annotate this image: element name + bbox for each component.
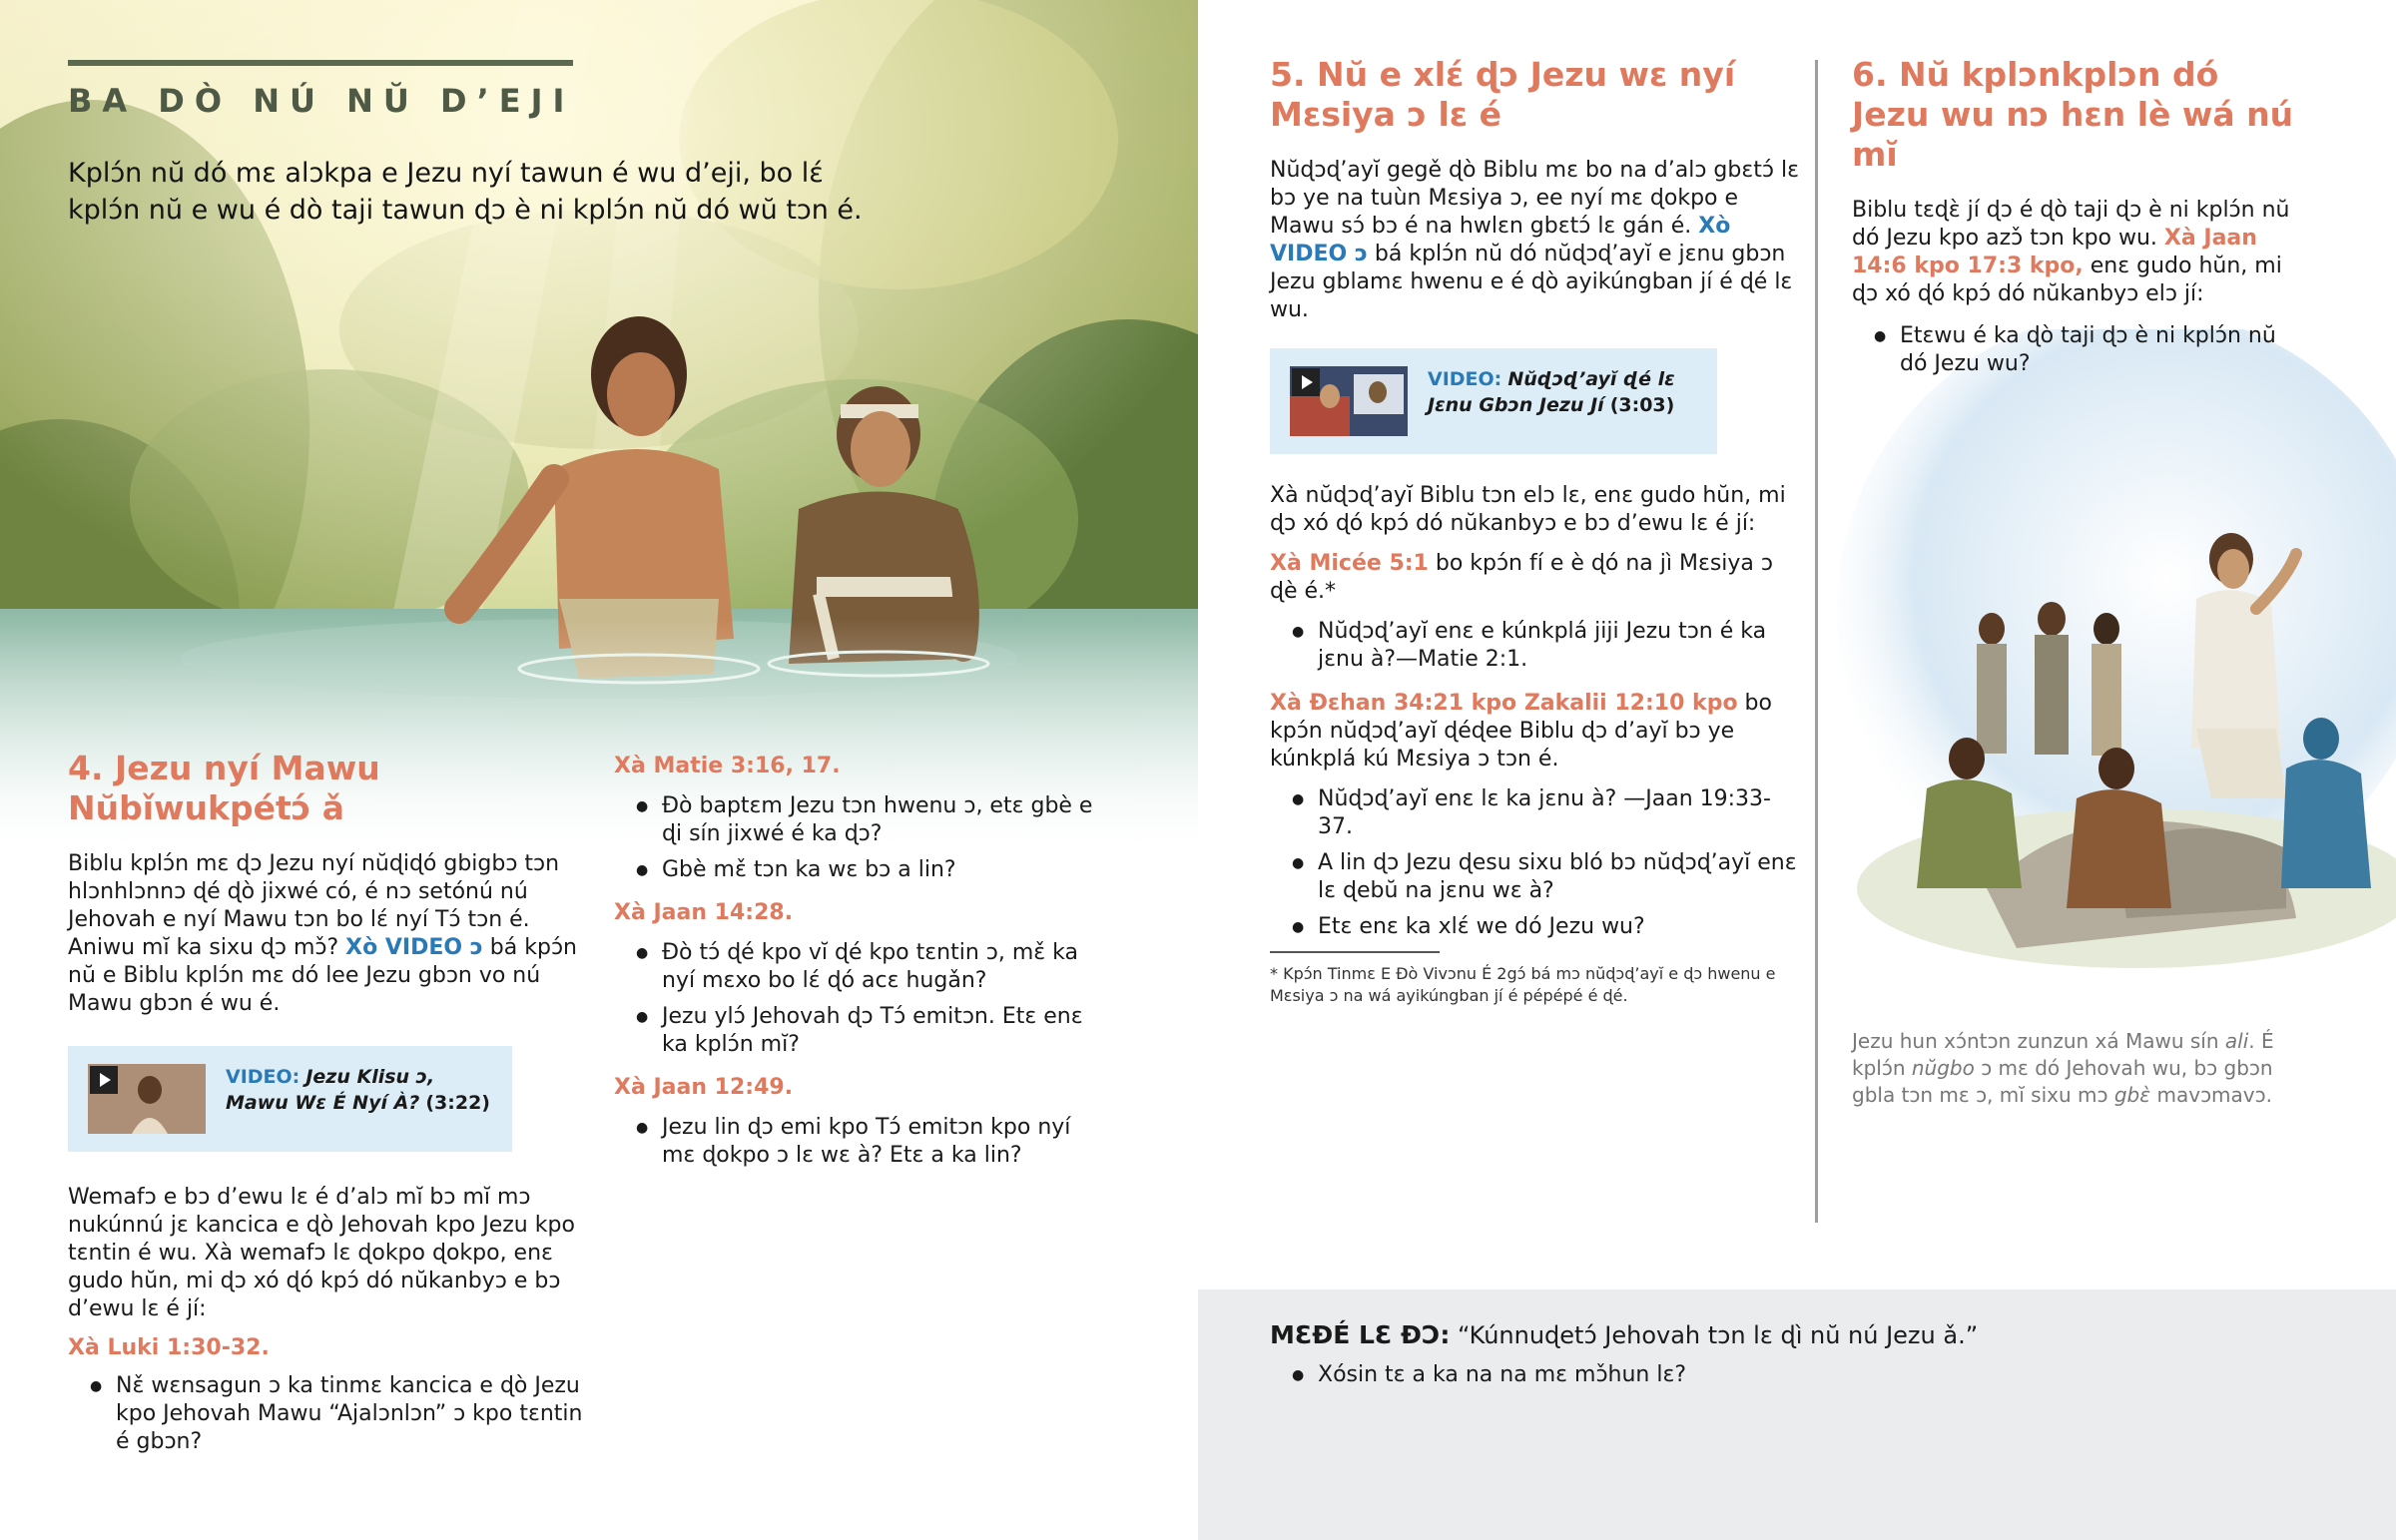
video-card[interactable] [68,1046,512,1152]
intro-paragraph: Kplɔ́n nŭ dó mɛ alɔkpa e Jezu nyí tawun é wu d’eji, bo lɛ́ kplɔ́n nŭ e wu é dò taji tawun ɖɔ è ni kplɔ́n nŭ dó wŭ tɔn é. [68,158,863,226]
question-list [1270,1361,2328,1389]
question-item: ● Jezu ylɔ́ Jehovah ɖɔ Tɔ́ emitɔn. Etɛ enɛ ka kplɔ́n mĭ? [614,1003,1103,1059]
scripture-ref-john-12-49[interactable]: Xà Jaan 12:49. [614,1075,794,1100]
caption-text: Jezu hun xɔ́ntɔn zunzun xá Mawu sín [1852,1029,2225,1053]
question-item: ● Ðò tɔ́ ɖé kpo vĭ ɖé kpo tɛntin ɔ, mɛ̌ ka nyí mɛxo bo lɛ́ ɖó acɛ hugǎn? [614,939,1103,995]
question-item: ● Gbè mɛ̌ tɔn ka wɛ bɔ a lin? [614,856,1103,884]
video-title[interactable]: Jezu Klisu ɔ, Mawu Wɛ É Nyí À? [226,1066,435,1114]
question-item: ● Jezu lin ɖɔ emi kpo Tɔ́ emitɔn kpo nyí mɛ ɖokpo ɔ lɛ wɛ à? Etɛ a ka lin? [614,1114,1103,1170]
video-caption [1428,366,1697,418]
scripture-line-psalms [1270,690,1799,773]
question-item: ● Ðò baptɛm Jezu tɔn hwenu ɔ, etɛ gbè e ɖi sín jixwé é ka ɖɔ? [614,792,1103,848]
some-people-say-box [1198,1289,2396,1540]
watch-video-link[interactable]: Xò VIDEO ɔ [1270,214,1731,266]
video-thumbnail[interactable] [1290,366,1408,436]
section-4-text: Biblu kplɔ́n mɛ ɖɔ Jezu nyí nŭɖiɖó gbigbɔ tɔn hlɔnhlɔnnɔ ɖé ɖò jixwé có, é nɔ setónú nú Jehovah e nyí Mawu tɔn bo lɛ́ nyí Tɔ́ tɔn é. Aniwu mĭ ka sixu ɖɔ mɔ̌? [68,851,560,960]
video-title[interactable]: Nŭɖɔɖ’ayĭ ɖé lɛ Jɛnu Gbɔn Jezu Jí [1428,368,1675,416]
video-card[interactable] [1270,348,1717,454]
question-item: ● Nŭɖɔɖ’ayĭ enɛ e kúnkplá jiji Jezu tɔn é ka jɛnu à?—Matie 2:1. [1270,618,1799,674]
section-5-text: Nŭɖɔɖ’ayĭ gegě ɖò Biblu mɛ bo na d’alɔ gbɛtɔ́ lɛ bɔ ye na tuùn Mɛsiya ɔ, ee nyí mɛ ɖokpo e Mawu sɔ́ bɔ é na hwlɛn gbɛtɔ́ lɛ gán é. [1270,158,1799,239]
jesus-teaching-illustration [1817,329,2396,1008]
header-rule [68,60,573,66]
scripture-line-micah [1270,550,1799,606]
scripture-ref-matthew[interactable]: Xà Matie 3:16, 17. [614,754,841,778]
question-list [1852,322,2301,378]
question-list [1270,618,1799,674]
scripture-ref-luke[interactable]: Xà Luki 1:30-32. [68,1335,270,1360]
watch-video-link[interactable]: Xò VIDEO ɔ [345,935,483,960]
scripture-line-text: bo kpɔ́n nŭɖɔɖ’ayĭ ɖéɖee Biblu ɖɔ d’ayĭ bɔ ye kúnkplá kú Mɛsiya ɔ tɔn é. [1270,691,1772,771]
section-4-title: 4. Jezu nyí Mawu Nŭbǐwukpétɔ́ ǎ [68,749,380,827]
scripture-ref-micah[interactable]: Xà Micée 5:1 [1270,551,1429,576]
caption-text: mavɔmavɔ. [2150,1083,2272,1107]
section-5-text-end: bá kplɔ́n nŭ dó nŭɖɔɖ’ayĭ e jɛnu gbɔn Jezu gblamɛ hwenu e é ɖò ayikúngban jí é ɖé lɛ wu. [1270,242,1793,322]
video-duration: (3:22) [425,1092,490,1114]
section-6-text-end: enɛ gudo hŭn, mi ɖɔ xó ɖó kpɔ́ dó nŭkanbyɔ elɔ jí: [1852,254,2282,306]
question-list [614,939,1103,1059]
section-6-text: Biblu tɛɖɛ̀ jí ɖɔ é ɖò taji ɖɔ è ni kplɔ́n nŭ dó Jezu kpo azɔ̌ tɔn kpo wu. [1852,198,2290,251]
some-people-say-content [1270,1319,2328,1397]
caption-emphasis: gbɛ̀ [2113,1083,2151,1107]
section-5-title: 5. Nŭ e xlɛ́ ɖɔ Jezu wɛ nyí Mɛsiya ɔ lɛ é [1270,55,1736,134]
caption-emphasis: ali [2224,1029,2249,1053]
section-6 [1852,55,2301,386]
question-list [614,792,1103,884]
section-6-title: 6. Nŭ kplɔnkplɔn dó Jezu wu nɔ hɛn lè wá nú mĭ [1852,55,2294,174]
page-kicker: BA DÒ NÚ NŬ D’EJI [68,82,575,120]
question-item: ● Nɛ̌ wɛnsagun ɔ ka tinmɛ kancica e ɖò Jezu kpo Jehovah Mawu “Ajalɔnlɔn” ɔ kpo tɛntin é gbɔn? [68,1372,587,1456]
question-item: ● Etɛ enɛ ka xlɛ́ we dó Jezu wu? [1270,913,1799,941]
question-item: ● A lin ɖɔ Jezu ɖesu sixu bló bɔ nŭɖɔɖ’ayĭ enɛ lɛ ɖebŭ na jɛnu wɛ à? [1270,849,1799,905]
baptism-illustration [0,0,1198,858]
section-4-text-end: bá kpɔ́n nŭ e Biblu kplɔ́n mɛ dó lee Jezu gbɔn vo nú Mawu gbɔn é wu é. [68,935,577,1016]
section-5-paragraph-2: Xà nŭɖɔɖ’ayĭ Biblu tɔn elɔ lɛ, enɛ gudo hŭn, mi ɖɔ xó ɖó kpɔ́ dó nŭkanbyɔ e bɔ d’ewu lɛ é jí: [1270,483,1786,536]
scripture-ref-john-14-6[interactable]: Xà Jaan 14:6 kpo 17:3 kpo, [1852,226,2257,278]
play-icon[interactable] [1292,368,1320,396]
some-people-say-label: MƐƉÉ LƐ ƉƆ: [1270,1320,1451,1349]
question-list [614,1114,1103,1170]
section-4-paragraph [68,850,587,1018]
section-5-paragraph [1270,157,1799,324]
right-page [1198,0,2396,1540]
question-list [68,1372,587,1456]
video-duration: (3:03) [1609,394,1675,416]
caption-text: ɔ mɛ dó Jehovah wu, bɔ gbɔn gbla tɔn mɛ ɔ, mĭ sixu mɔ [1852,1056,2273,1107]
section-4-questions [614,754,1103,1178]
some-people-say-quote: “Kúnnuɖetɔ́ Jehovah tɔn lɛ ɖì nŭ nú Jezu ǎ.” [1450,1321,1979,1349]
scripture-ref-psalms-zechariah[interactable]: Xà Ðɛhan 34:21 kpo Zakalii 12:10 kpo [1270,691,1738,716]
question-item: ● Nŭɖɔɖ’ayĭ enɛ lɛ ka jɛnu à? —Jaan 19:33-37. [1270,785,1799,841]
caption-text: . É kplɔ́n [1852,1029,2274,1080]
video-caption [226,1064,492,1116]
question-item: ● Xósin tɛ a ka na na mɛ mɔ̌hun lɛ? [1270,1361,2328,1389]
video-thumbnail[interactable] [88,1064,206,1134]
play-icon[interactable] [90,1066,118,1094]
section-4-paragraph-2: Wemafɔ e bɔ d’ewu lɛ é d’alɔ mĭ bɔ mĭ mɔ nukúnnú jɛ kancica e ɖò Jehovah kpo Jezu kpo tɛntin é wu. Xà wemafɔ lɛ ɖokpo ɖokpo, enɛ gudo hŭn, mi ɖɔ xó ɖó kpɔ́ dó nŭkanbyɔ e bɔ d’ewu lɛ é jí: [68,1185,575,1321]
image-caption [1852,1028,2311,1109]
video-label: VIDEO: [226,1066,300,1088]
question-list [1270,785,1799,941]
footnote-rule [1270,951,1440,953]
section-4 [68,749,587,1464]
section-6-paragraph [1852,197,2301,308]
scripture-line-text: bo kpɔ́n fí e è ɖó na jì Mɛsiya ɔ ɖè é.* [1270,551,1773,604]
video-label: VIDEO: [1428,368,1502,390]
footnote: * Kpɔ́n Tinmɛ E Ðò Vivɔnu É 2gɔ́ bá mɔ nŭɖɔɖ’ayĭ e ɖɔ hwenu e Mɛsiya ɔ na wá ayikúngban jí é pépépé é ɖé. [1270,964,1776,1005]
question-item: ● Etɛwu é ka ɖò taji ɖɔ è ni kplɔ́n nŭ dó Jezu wu? [1852,322,2301,378]
section-5 [1270,55,1799,1007]
column-divider [1815,60,1818,1223]
some-people-say-line [1270,1319,2328,1351]
caption-emphasis: nŭgbo [1911,1056,1975,1080]
scripture-ref-john-14-28[interactable]: Xà Jaan 14:28. [614,900,794,925]
